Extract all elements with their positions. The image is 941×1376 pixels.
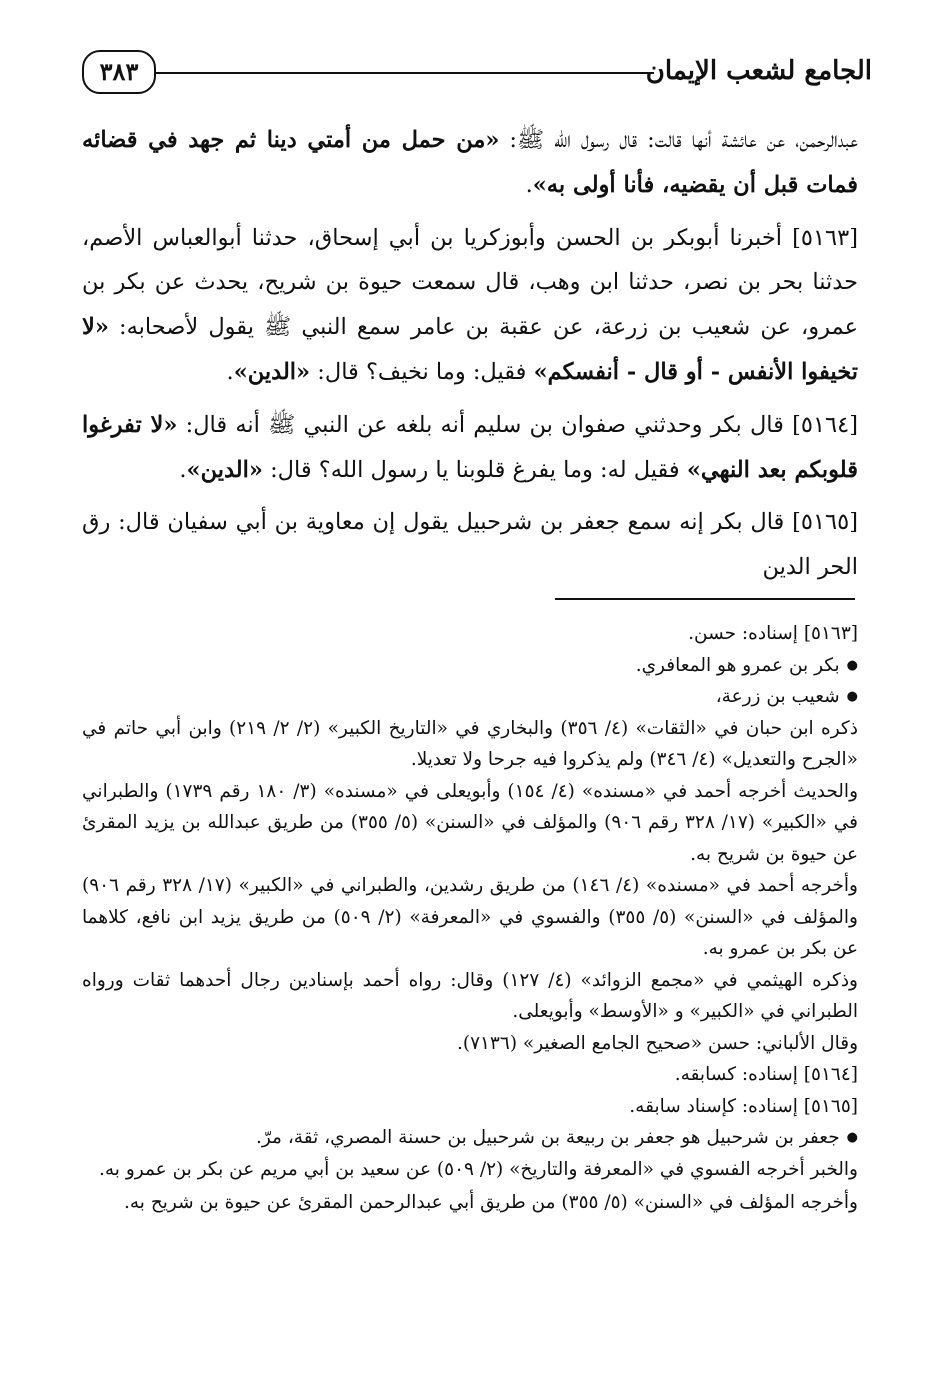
narration-text: فقيل له: وما يفرغ قلوبنا يا رسول الله؟ قال: <box>262 456 687 483</box>
hadith-5165 <box>82 500 858 590</box>
footnote-paragraph: وذكره الهيثمي في «مجمع الزوائد» (٤/ ١٢٧) وقال: رواه أحمد بإسنادين رجال أحدهما ثقات ورواه الطبراني في «الكبير» و «الأوسط» وأبويعلى. <box>82 969 858 1022</box>
footnote-paragraph: وأخرجه المؤلف في «السنن» (٥/ ٣٥٥) من طريق أبي عبدالرحمن المقرئ عن حيوة بن شريح به. <box>123 1192 858 1213</box>
footnote-separator <box>555 598 855 600</box>
footnote-heading-5164: [٥١٦٤] إسناده: كسابقه. <box>674 1064 858 1085</box>
footnote-heading-5165: [٥١٦٥] إسناده: كإسناد سابقه. <box>629 1095 858 1117</box>
footnote-paragraph: وأخرجه أحمد في «مسنده» (٤/ ١٤٦) من طريق رشدين، والطبراني في «الكبير» (١٧/ ٣٢٨ رقم ٩٠٦) والمؤلف في «السنن» (٥/ ٣٥٥) والفسوي في «المعرفة» (٢/ ٥٠٩) من طريق يزيد ابن نافع، كلاهما عن بكر بن عمرو به. <box>82 875 858 959</box>
hadith-quote: «لا تفرغوا قلوبكم بعد النهي» <box>82 411 858 483</box>
running-title: الجامع لشعب الإيمان <box>645 56 872 86</box>
page-header <box>82 48 872 100</box>
hadith-quote: «من حمل من أمتي دينا ثم جهد في قضائه فمات قبل أن يقضيه، فأنا أولى به» <box>82 127 858 198</box>
footnote-bullet: ● بكر بن عمرو هو المعافري. <box>82 650 858 682</box>
narration-text: عبدالرحمن، عن عائشة أنها قالت: قال رسول الله ﷺ: <box>499 127 858 153</box>
footnote-bullet: ● شعيب بن زرعة، <box>82 681 858 713</box>
punctuation: . <box>525 171 533 198</box>
footnotes <box>82 618 858 1219</box>
footnote-paragraph: ذكره ابن حبان في «الثقات» (٤/ ٣٥٦) والبخاري في «التاريخ الكبير» (٢/ ٢/ ٢١٩) وابن أبي حاتم في «الجرح والتعديل» (٤/ ٣٤٦) ولم يذكروا فيه جرحا ولا تعديلا. <box>82 717 858 770</box>
paragraph-continuation <box>82 118 858 208</box>
footnote-paragraph: وقال الألباني: حسن «صحيح الجامع الصغير» (٧١٣٦). <box>456 1032 858 1054</box>
hadith-quote: «لا تخيفوا الأنفس - أو قال - أنفسكم» <box>82 314 858 385</box>
header-rule <box>148 72 654 74</box>
footnote-paragraph: والحديث أخرجه أحمد في «مسنده» (٤/ ١٥٤) وأبويعلى في «مسنده» (٣/ ١٨٠ رقم ١٧٣٩) والطبراني في «الكبير» (١٧/ ٣٢٨ رقم ٩٠٦) والمؤلف في «السنن» (٥/ ٣٥٥) من طريق عبدالله بن يزيد المقرئ عن حيوة بن شريح به. <box>82 780 859 865</box>
hadith-5164 <box>82 403 858 493</box>
footnote-paragraph: والخبر أخرجه الفسوي في «المعرفة والتاريخ» (٢/ ٥٠٩) عن سعيد بن أبي مريم عن بكر بن عمرو به. <box>99 1158 858 1180</box>
isnad-text: [٥١٦٣] أخبرنا أبوبكر بن الحسن وأبوزكريا بن أبي إسحاق، حدثنا أبوالعباس الأصم، حدثنا بحر بن نصر، حدثنا ابن وهب، قال سمعت حيوة بن شريح، يحدث عن بكر بن عمرو، عن شعيب بن زرعة، عن عقبة بن عامر سمع النبي ﷺ يقول لأصحابه: <box>82 224 858 341</box>
main-text <box>82 118 858 590</box>
isnad-text: [٥١٦٥] قال بكر إنه سمع جعفر بن شرحبيل يقول إن معاوية بن أبي سفيان قال: رق الحر الدين <box>82 509 858 581</box>
punctuation: . <box>179 456 187 483</box>
hadith-quote: «الدين» <box>233 358 311 385</box>
footnote-heading-5163: [٥١٦٣] إسناده: حسن. <box>688 623 858 644</box>
footnote-bullet: ● جعفر بن شرحبيل هو جعفر بن ربيعة بن شرحبيل بن حسنة المصري، ثقة، مرّ. <box>82 1122 858 1154</box>
narration-text: فقيل: وما نخيف؟ قال: <box>310 358 534 385</box>
hadith-5163 <box>82 216 858 395</box>
punctuation: . <box>226 358 234 385</box>
page-number: ٣٨٣ <box>82 50 156 94</box>
hadith-quote: «الدين» <box>186 456 263 483</box>
isnad-text: [٥١٦٤] قال بكر وحدثني صفوان بن سليم أنه بلغه عن النبي ﷺ أنه قال: <box>177 411 858 438</box>
